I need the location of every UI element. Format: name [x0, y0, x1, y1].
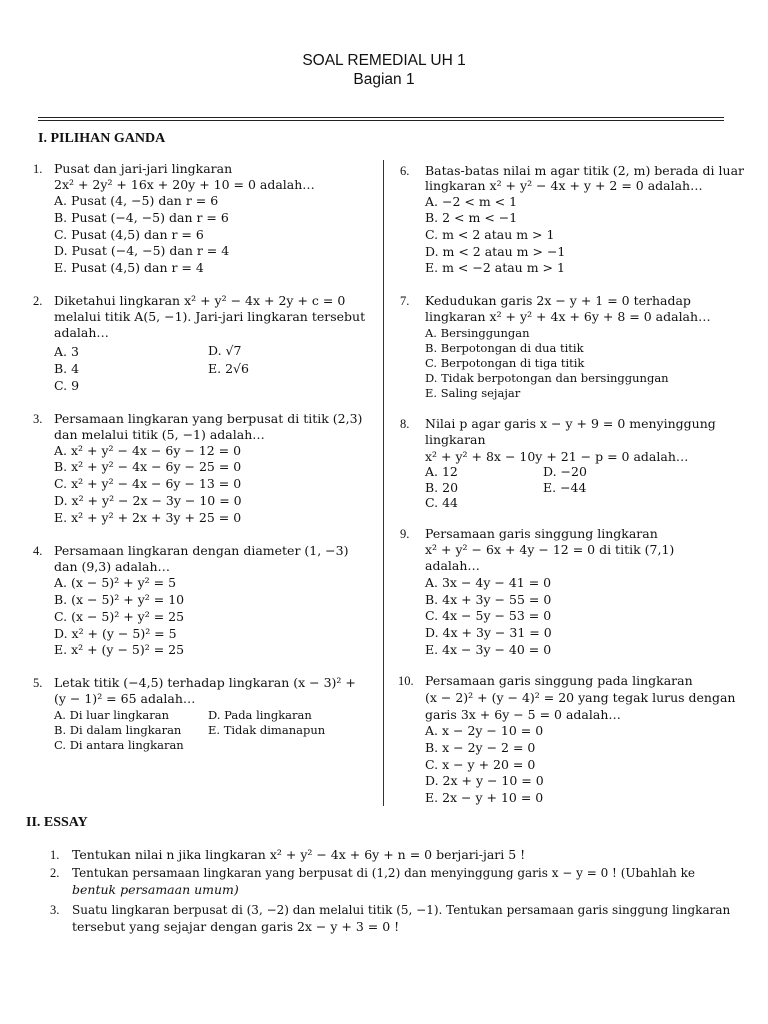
- option-e: E. Tidak dimanapun: [208, 723, 326, 737]
- option-b: B. 2 < m < −1: [425, 210, 518, 225]
- option-a: A. x² + y² − 4x − 6y − 12 = 0: [54, 443, 242, 458]
- option-c: C. m < 2 atau m > 1: [425, 227, 555, 242]
- question-number: 9.: [400, 527, 410, 541]
- question-text: dan (9,3) adalah…: [54, 559, 170, 574]
- question-text: lingkaran x² + y² + 4x + 6y + 8 = 0 adalah…: [425, 309, 711, 324]
- question-text: Persamaan garis singgung pada lingkaran: [425, 673, 693, 688]
- option-e: E. −44: [543, 480, 587, 495]
- question-text: lingkaran x² + y² − 4x + y + 2 = 0 adalah…: [425, 178, 703, 193]
- option-e: E. 2x − y + 10 = 0: [425, 790, 544, 805]
- option-c: C. 9: [54, 378, 80, 393]
- question-text: dan melalui titik (5, −1) adalah…: [54, 427, 265, 442]
- option-b: B. (x − 5)² + y² = 10: [54, 592, 185, 607]
- option-d: D. x² + y² − 2x − 3y − 10 = 0: [54, 493, 242, 508]
- option-d: D. Tidak berpotongan dan bersinggungan: [425, 371, 669, 385]
- section-essay: II. ESSAY: [26, 815, 88, 830]
- option-c: C. Di antara lingkaran: [54, 738, 184, 752]
- option-b: B. Berpotongan di dua titik: [425, 341, 584, 355]
- header-rule-bottom: [38, 120, 724, 121]
- question-text: lingkaran: [425, 432, 486, 447]
- question-number: 2.: [50, 866, 60, 880]
- option-d: D. Pusat (−4, −5) dan r = 4: [54, 243, 230, 258]
- option-a: A. Bersinggungan: [425, 326, 530, 340]
- option-d: D. m < 2 atau m > −1: [425, 244, 566, 259]
- option-b: B. 4x + 3y − 55 = 0: [425, 592, 552, 607]
- option-d: D. 4x + 3y − 31 = 0: [425, 625, 552, 640]
- question-text: (x − 2)² + (y − 4)² = 20 yang tegak lurus dengan: [425, 690, 736, 705]
- option-d: D. x² + (y − 5)² = 5: [54, 626, 177, 641]
- question-text: x² + y² − 6x + 4y − 12 = 0 di titik (7,1): [425, 542, 675, 557]
- question-text: Diketahui lingkaran x² + y² − 4x + 2y + c = 0: [54, 293, 346, 308]
- option-b: B. x − 2y − 2 = 0: [425, 740, 536, 755]
- option-e: E. x² + y² + 2x + 3y + 25 = 0: [54, 510, 242, 525]
- option-c: C. x − y + 20 = 0: [425, 757, 536, 772]
- section-pilihan-ganda: I. PILIHAN GANDA: [38, 131, 166, 146]
- option-a: A. x − 2y − 10 = 0: [425, 723, 544, 738]
- option-a: A. 3: [54, 344, 79, 359]
- option-e: E. m < −2 atau m > 1: [425, 260, 565, 275]
- option-a: A. 3x − 4y − 41 = 0: [425, 575, 552, 590]
- option-b: B. x² + y² − 4x − 6y − 25 = 0: [54, 459, 242, 474]
- question-text: 2x² + 2y² + 16x + 20y + 10 = 0 adalah…: [54, 177, 315, 192]
- question-text: Persamaan lingkaran yang berpusat di titik (2,3): [54, 411, 363, 426]
- question-text: adalah…: [425, 558, 480, 573]
- question-number: 8.: [400, 417, 410, 431]
- question-text: Tentukan persamaan lingkaran yang berpusat di (1,2) dan menyinggung garis x − y = 0 ! (Ubahlah ke: [72, 866, 695, 880]
- question-text: Kedudukan garis 2x − y + 1 = 0 terhadap: [425, 293, 691, 308]
- option-a: A. 12: [425, 464, 458, 479]
- page-subtitle: Bagian 1: [353, 71, 415, 88]
- option-c: C. 4x − 5y − 53 = 0: [425, 608, 552, 623]
- option-b: B. 4: [54, 361, 80, 376]
- question-text: melalui titik A(5, −1). Jari-jari lingkaran tersebut: [54, 309, 366, 324]
- option-a: A. Pusat (4, −5) dan r = 6: [54, 193, 219, 208]
- question-number: 4.: [33, 544, 43, 558]
- option-c: C. x² + y² − 4x − 6y − 13 = 0: [54, 476, 242, 491]
- question-number: 1.: [33, 162, 43, 176]
- question-text: Persamaan garis singgung lingkaran: [425, 526, 658, 541]
- option-a: A. (x − 5)² + y² = 5: [54, 575, 177, 590]
- option-d: D. √7: [208, 343, 242, 358]
- option-b: B. Pusat (−4, −5) dan r = 6: [54, 210, 229, 225]
- question-text: Persamaan lingkaran dengan diameter (1, −3): [54, 543, 349, 558]
- question-number: 1.: [50, 848, 60, 862]
- question-text: (y − 1)² = 65 adalah…: [54, 691, 196, 706]
- option-a: A. −2 < m < 1: [425, 194, 518, 209]
- option-b: B. 20: [425, 480, 459, 495]
- option-c: C. 44: [425, 495, 458, 510]
- question-text: garis 3x + 6y − 5 = 0 adalah…: [425, 707, 621, 722]
- question-text: Nilai p agar garis x − y + 9 = 0 menyinggung: [425, 416, 716, 431]
- question-text: Letak titik (−4,5) terhadap lingkaran (x − 3)² +: [54, 675, 356, 690]
- question-text: bentuk persamaan umum): [72, 882, 239, 897]
- question-text: Pusat dan jari-jari lingkaran: [54, 161, 233, 176]
- question-number: 2.: [33, 294, 43, 308]
- question-number: 6.: [400, 164, 410, 178]
- column-divider: [383, 160, 384, 806]
- question-text: Suatu lingkaran berpusat di (3, −2) dan melalui titik (5, −1). Tentukan persamaan garis singgung lingkaran: [72, 903, 731, 917]
- option-e: E. x² + (y − 5)² = 25: [54, 642, 185, 657]
- question-text: x² + y² + 8x − 10y + 21 − p = 0 adalah…: [425, 449, 689, 464]
- option-d: D. −20: [543, 464, 587, 479]
- option-e: E. Pusat (4,5) dan r = 4: [54, 260, 204, 275]
- option-e: E. Saling sejajar: [425, 386, 521, 400]
- question-number: 7.: [400, 294, 410, 308]
- question-text: Tentukan nilai n jika lingkaran x² + y² − 4x + 6y + n = 0 berjari-jari 5 !: [72, 847, 526, 862]
- option-c: C. Pusat (4,5) dan r = 6: [54, 227, 204, 242]
- question-number: 3.: [33, 412, 43, 426]
- page-title: SOAL REMEDIAL UH 1: [302, 52, 466, 69]
- option-c: C. (x − 5)² + y² = 25: [54, 609, 185, 624]
- header-rule-top: [38, 117, 724, 118]
- option-c: C. Berpotongan di tiga titik: [425, 356, 585, 370]
- question-text: tersebut yang sejajar dengan garis 2x − y + 3 = 0 !: [72, 919, 400, 934]
- question-number: 5.: [33, 676, 43, 690]
- option-a: A. Di luar lingkaran: [54, 708, 169, 722]
- question-text: adalah…: [54, 325, 109, 340]
- question-number: 10.: [398, 674, 414, 688]
- question-number: 3.: [50, 903, 60, 917]
- option-d: D. 2x + y − 10 = 0: [425, 773, 544, 788]
- option-e: E. 2√6: [208, 361, 249, 376]
- option-e: E. 4x − 3y − 40 = 0: [425, 642, 552, 657]
- option-b: B. Di dalam lingkaran: [54, 723, 182, 737]
- option-d: D. Pada lingkaran: [208, 708, 312, 722]
- question-text: Batas-batas nilai m agar titik (2, m) berada di luar: [425, 163, 744, 178]
